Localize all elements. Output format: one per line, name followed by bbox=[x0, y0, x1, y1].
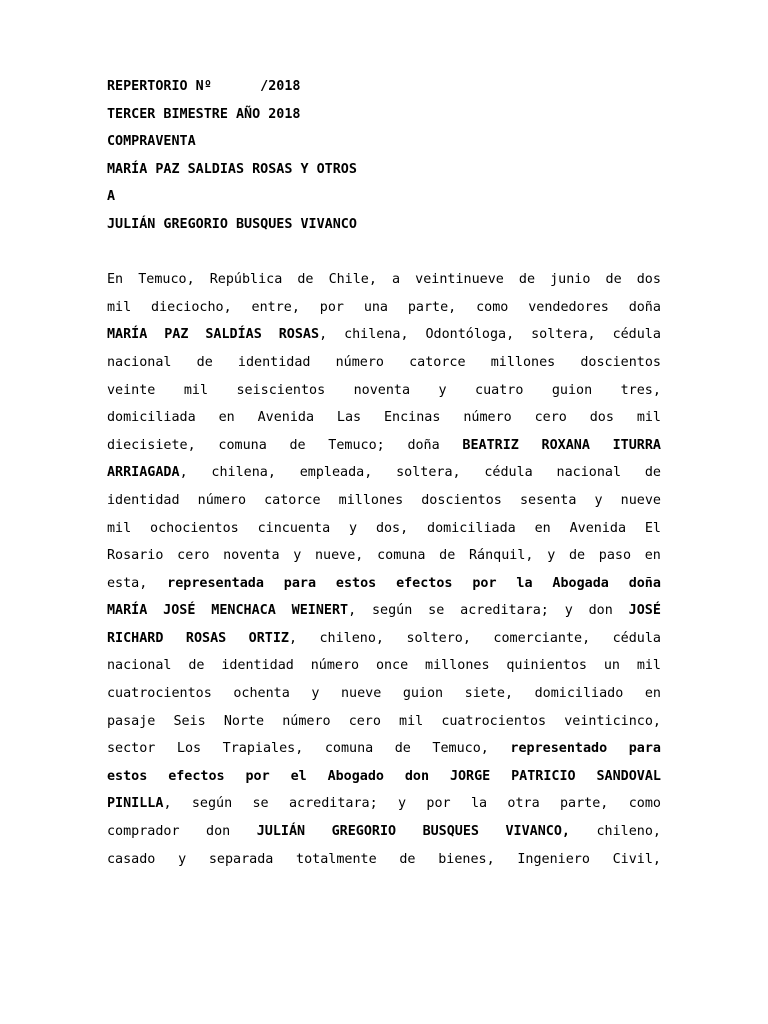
body-word: y bbox=[398, 796, 407, 812]
body-word bbox=[542, 432, 590, 460]
body-word: y bbox=[178, 851, 187, 867]
spacer bbox=[107, 239, 661, 267]
bold-text: JULIÁN bbox=[256, 824, 306, 840]
body-word: domiciliada bbox=[107, 410, 196, 426]
body-word bbox=[472, 570, 496, 598]
body-line bbox=[107, 763, 661, 791]
body-line bbox=[107, 708, 661, 736]
body-word: Encinas bbox=[384, 410, 441, 426]
body-word bbox=[107, 321, 147, 349]
body-word: Chile, bbox=[328, 272, 377, 288]
bold-text: efectos bbox=[396, 575, 453, 591]
body-word bbox=[629, 735, 661, 763]
body-word: nueve bbox=[620, 492, 661, 508]
body-word bbox=[186, 625, 226, 653]
body-line bbox=[107, 377, 661, 405]
body-word bbox=[284, 570, 316, 598]
body-word: comuna bbox=[377, 548, 426, 564]
bold-text: ITURRA bbox=[612, 437, 661, 453]
body-word: catorce bbox=[264, 492, 321, 508]
body-word: la bbox=[470, 796, 488, 812]
bold-text: por bbox=[472, 575, 497, 591]
bold-text: GREGORIO bbox=[331, 824, 397, 840]
body-word bbox=[257, 818, 305, 846]
body-word: mil bbox=[183, 382, 209, 398]
body-word: doscientos bbox=[580, 354, 661, 370]
bold-text: la bbox=[516, 575, 533, 591]
body-word bbox=[462, 432, 518, 460]
body-line bbox=[107, 597, 661, 625]
body-word: y bbox=[293, 548, 302, 564]
body-word: chilena, bbox=[344, 327, 409, 343]
body-word: Avenida bbox=[257, 410, 315, 426]
body-word bbox=[405, 763, 429, 791]
body-word: y bbox=[594, 492, 603, 508]
body-word: catorce bbox=[409, 354, 466, 370]
bold-text: BEATRIZ bbox=[462, 437, 519, 453]
body-word: a bbox=[392, 272, 401, 288]
body-line bbox=[107, 349, 661, 377]
body-line bbox=[107, 515, 661, 543]
body-word: Odontóloga, bbox=[425, 327, 515, 343]
repertorio-line: REPERTORIO Nº /2018 bbox=[107, 79, 301, 94]
body-word: identidad bbox=[237, 354, 311, 370]
body-word: dos bbox=[589, 410, 614, 426]
body-word bbox=[336, 570, 376, 598]
body-word: y bbox=[547, 548, 556, 564]
bold-text: JORGE bbox=[449, 768, 491, 784]
bold-text: MARÍA bbox=[107, 603, 148, 619]
body-line bbox=[107, 790, 661, 818]
bold-text: ROXANA bbox=[541, 437, 590, 453]
body-word: chileno, bbox=[319, 630, 384, 646]
body-word bbox=[613, 432, 661, 460]
body-word: nueve, bbox=[315, 548, 364, 564]
bold-text: para bbox=[283, 575, 317, 591]
body-word: un bbox=[603, 658, 620, 674]
body-word: República bbox=[209, 272, 283, 288]
body-word: como bbox=[628, 796, 661, 812]
body-line bbox=[107, 570, 661, 598]
body-word: Avenida bbox=[569, 520, 627, 536]
document-type: COMPRAVENTA bbox=[107, 134, 196, 150]
bold-text: SANDOVAL bbox=[596, 768, 661, 784]
body-word: separada bbox=[208, 851, 274, 867]
body-word bbox=[291, 763, 307, 791]
body-word: cero bbox=[348, 713, 381, 729]
body-word: sector bbox=[107, 741, 156, 757]
bold-text: Abogado bbox=[327, 768, 384, 784]
body-word: Temuco; bbox=[328, 437, 385, 453]
body-line bbox=[107, 404, 661, 432]
body-word: doña bbox=[628, 299, 661, 315]
sellers-line: MARÍA PAZ SALDIAS ROSAS Y OTROS bbox=[107, 161, 357, 177]
body-word: nacional bbox=[107, 658, 172, 674]
body-word: cédula bbox=[612, 327, 661, 343]
body-word: en bbox=[534, 520, 551, 536]
bold-text: WEINERT bbox=[291, 603, 349, 619]
body-word: cédula bbox=[612, 630, 661, 646]
body-word: doscientos bbox=[421, 492, 502, 508]
body-word: noventa bbox=[353, 382, 411, 398]
bold-text: don bbox=[404, 768, 430, 784]
body-word: seiscientos bbox=[236, 382, 326, 398]
body-word bbox=[163, 597, 195, 625]
bold-text: para bbox=[628, 741, 661, 757]
body-word: soltera, bbox=[396, 465, 461, 481]
body-word: soltera, bbox=[531, 327, 596, 343]
bold-text: JOSÉ bbox=[163, 603, 196, 619]
body-word: totalmente bbox=[296, 851, 377, 867]
body-word: de bbox=[399, 851, 416, 867]
body-word: millones bbox=[425, 658, 490, 674]
body-word: Ingeniero bbox=[517, 851, 590, 867]
body-word: millones bbox=[338, 492, 404, 508]
body-word: mil bbox=[636, 410, 661, 426]
body-word: millones bbox=[490, 354, 556, 370]
body-word: domiciliado bbox=[534, 686, 624, 702]
body-word: cero bbox=[177, 548, 210, 564]
body-word: se bbox=[428, 603, 445, 619]
body-word: en bbox=[644, 548, 661, 564]
body-line bbox=[107, 680, 661, 708]
body-word bbox=[211, 597, 276, 625]
body-word: ROSAS, bbox=[279, 321, 327, 349]
body-line bbox=[107, 542, 661, 570]
body-word bbox=[396, 570, 452, 598]
body-word bbox=[552, 570, 608, 598]
body-word: junio bbox=[550, 272, 591, 288]
body-word: comuna bbox=[324, 741, 374, 757]
body-word: guion bbox=[551, 382, 593, 398]
body-word: Rosario bbox=[107, 548, 164, 564]
buyer-line: JULIÁN GREGORIO BUSQUES VIVANCO bbox=[107, 216, 357, 232]
body-word: en bbox=[218, 410, 235, 426]
body-word: nacional bbox=[107, 354, 172, 370]
body-word bbox=[332, 818, 397, 846]
body-word: PINILLA, bbox=[107, 790, 172, 818]
body-word: En bbox=[107, 272, 124, 288]
body-word: guion bbox=[402, 686, 444, 702]
bold-text: ORTIZ bbox=[248, 630, 289, 646]
bold-text: estos bbox=[107, 768, 148, 784]
bold-text: efectos bbox=[168, 768, 225, 784]
body-word: número bbox=[310, 658, 360, 674]
body-word: según bbox=[372, 603, 413, 619]
body-word: ochocientos bbox=[150, 520, 239, 536]
body-line bbox=[107, 294, 661, 322]
body-line bbox=[107, 735, 661, 763]
body-word: mil bbox=[399, 713, 424, 729]
body-word: cincuenta bbox=[257, 520, 331, 536]
body-word: quinientos bbox=[506, 658, 587, 674]
bold-text: estos bbox=[335, 575, 377, 591]
body-word bbox=[205, 321, 261, 349]
body-word: comprador bbox=[107, 824, 180, 840]
bold-text: MARÍA bbox=[107, 327, 148, 343]
bold-text: PAZ bbox=[164, 327, 189, 343]
bold-text: PATRICIO bbox=[511, 768, 576, 784]
body-word: según bbox=[191, 796, 233, 812]
body-word: don bbox=[206, 824, 231, 840]
bold-text: BUSQUES bbox=[422, 824, 479, 840]
body-word: chilena, bbox=[211, 465, 276, 481]
document-page bbox=[107, 73, 661, 873]
body-word: acreditara; bbox=[288, 796, 378, 812]
body-word: diecisiete, bbox=[107, 437, 196, 453]
body-word bbox=[510, 735, 607, 763]
body-line bbox=[107, 266, 661, 294]
body-word bbox=[450, 763, 490, 791]
body-word bbox=[107, 597, 147, 625]
body-word: dos bbox=[636, 272, 661, 288]
body-word bbox=[164, 321, 188, 349]
body-word: nueve bbox=[340, 686, 382, 702]
body-word: bienes, bbox=[438, 851, 495, 867]
bimestre-line: TERCER BIMESTRE AÑO 2018 bbox=[107, 106, 301, 122]
body-word: veinticinco, bbox=[564, 713, 661, 729]
body-word: Trapiales, bbox=[222, 741, 304, 757]
bold-text: ROSAS bbox=[278, 327, 320, 343]
body-word: Los bbox=[176, 741, 202, 757]
body-word: ORTIZ, bbox=[249, 625, 297, 653]
body-word: empleada, bbox=[299, 465, 373, 481]
document-body bbox=[107, 266, 661, 873]
body-word bbox=[168, 763, 224, 791]
bold-text: JOSÉ bbox=[628, 603, 661, 619]
body-word: y bbox=[349, 520, 358, 536]
body-word: por bbox=[426, 796, 451, 812]
body-word: comerciante, bbox=[493, 630, 591, 646]
body-word: acreditara; bbox=[460, 603, 549, 619]
body-word: Temuco, bbox=[432, 741, 489, 757]
body-word: Norte bbox=[223, 713, 265, 729]
body-word bbox=[107, 625, 163, 653]
bold-text: VIVANCO, bbox=[505, 824, 570, 840]
body-word: mil bbox=[636, 658, 661, 674]
body-word bbox=[516, 570, 532, 598]
body-word: número bbox=[197, 492, 247, 508]
body-word: cuatrocientos bbox=[107, 686, 212, 702]
body-word: de bbox=[644, 465, 661, 481]
body-word: chileno, bbox=[596, 824, 661, 840]
body-word: identidad bbox=[221, 658, 294, 674]
body-word: doña bbox=[407, 437, 440, 453]
body-line bbox=[107, 321, 661, 349]
body-word: pasaje bbox=[107, 713, 156, 729]
body-word bbox=[511, 763, 576, 791]
body-line bbox=[107, 652, 661, 680]
body-word bbox=[423, 818, 479, 846]
body-word: cuatro bbox=[475, 382, 524, 398]
body-word: por bbox=[319, 299, 344, 315]
body-word bbox=[597, 763, 662, 791]
body-word: número bbox=[335, 354, 384, 370]
bold-text: el bbox=[290, 768, 307, 784]
bold-text: doña bbox=[628, 575, 661, 591]
body-word bbox=[505, 818, 570, 846]
bold-text: representado bbox=[510, 741, 608, 757]
body-word: noventa bbox=[223, 548, 280, 564]
body-word: de bbox=[297, 272, 314, 288]
body-word: y bbox=[438, 382, 447, 398]
body-word: mil bbox=[107, 299, 132, 315]
body-word: ARRIAGADA, bbox=[107, 459, 188, 487]
body-word: WEINERT, bbox=[292, 597, 357, 625]
body-word: Temuco, bbox=[138, 272, 195, 288]
body-word: de bbox=[196, 354, 213, 370]
body-word: ochenta bbox=[233, 686, 290, 702]
body-word: identidad bbox=[107, 492, 180, 508]
body-line bbox=[107, 818, 661, 846]
body-word: once bbox=[375, 658, 409, 674]
body-word bbox=[629, 570, 661, 598]
bold-text: ROSAS bbox=[185, 630, 227, 646]
body-word: de bbox=[394, 741, 411, 757]
body-word: de bbox=[439, 548, 456, 564]
bold-text: SALDÍAS bbox=[205, 327, 262, 343]
body-word: dos, bbox=[375, 520, 409, 536]
body-word: comuna bbox=[218, 437, 267, 453]
connector-a: A bbox=[107, 189, 116, 205]
body-word: Ránquil, bbox=[468, 548, 534, 564]
bold-text: RICHARD bbox=[107, 630, 164, 646]
body-word bbox=[328, 763, 384, 791]
body-word: tres, bbox=[620, 382, 661, 398]
body-word: Seis bbox=[173, 713, 206, 729]
body-word bbox=[246, 763, 270, 791]
body-line bbox=[107, 846, 661, 874]
body-word: veinte bbox=[107, 382, 156, 398]
body-word: entre, bbox=[251, 299, 300, 315]
body-word: veintinueve bbox=[415, 272, 504, 288]
body-word: sesenta bbox=[519, 492, 577, 508]
body-word: y bbox=[311, 686, 320, 702]
body-word: casado bbox=[107, 851, 156, 867]
bold-text: representada bbox=[167, 575, 264, 591]
body-line bbox=[107, 625, 661, 653]
body-word: otra bbox=[507, 796, 540, 812]
body-word: número bbox=[463, 410, 512, 426]
body-word: Civil, bbox=[612, 851, 661, 867]
bold-text: MENCHACA bbox=[211, 603, 276, 619]
bold-text: ARRIAGADA bbox=[107, 465, 180, 481]
body-word: parte, bbox=[560, 796, 609, 812]
body-line bbox=[107, 487, 661, 515]
body-word: vendedores bbox=[528, 299, 609, 315]
body-word: se bbox=[252, 796, 269, 812]
body-word: nacional bbox=[556, 465, 622, 481]
bold-text: Abogada bbox=[552, 575, 609, 591]
body-line bbox=[107, 432, 661, 460]
body-word: de bbox=[605, 272, 622, 288]
body-word: Las bbox=[336, 410, 362, 426]
body-word: dieciocho, bbox=[151, 299, 232, 315]
body-word: domiciliada bbox=[427, 520, 516, 536]
body-word bbox=[629, 597, 661, 625]
body-word: y bbox=[564, 603, 573, 619]
body-word: de bbox=[188, 658, 205, 674]
body-word: una bbox=[363, 299, 388, 315]
body-line bbox=[107, 459, 661, 487]
body-word: de bbox=[518, 272, 536, 288]
body-word: de bbox=[568, 548, 586, 564]
body-word bbox=[107, 763, 147, 791]
body-word: cero bbox=[534, 410, 567, 426]
body-word: soltero, bbox=[406, 630, 471, 646]
body-word: don bbox=[588, 603, 613, 619]
body-word: número bbox=[282, 713, 331, 729]
body-word: cuatrocientos bbox=[441, 713, 547, 729]
body-word: El bbox=[644, 520, 661, 536]
body-word: como bbox=[476, 299, 509, 315]
body-word: mil bbox=[107, 520, 132, 536]
bold-text: por bbox=[245, 768, 270, 784]
body-word: de bbox=[289, 437, 306, 453]
body-word: parte, bbox=[407, 299, 457, 315]
bold-text: PINILLA bbox=[107, 796, 164, 812]
body-word: cédula bbox=[484, 465, 533, 481]
body-word bbox=[167, 570, 264, 598]
body-word: paso bbox=[598, 548, 632, 564]
body-word: siete, bbox=[464, 686, 514, 702]
body-word: en bbox=[644, 686, 661, 702]
body-word: esta, bbox=[107, 575, 148, 591]
